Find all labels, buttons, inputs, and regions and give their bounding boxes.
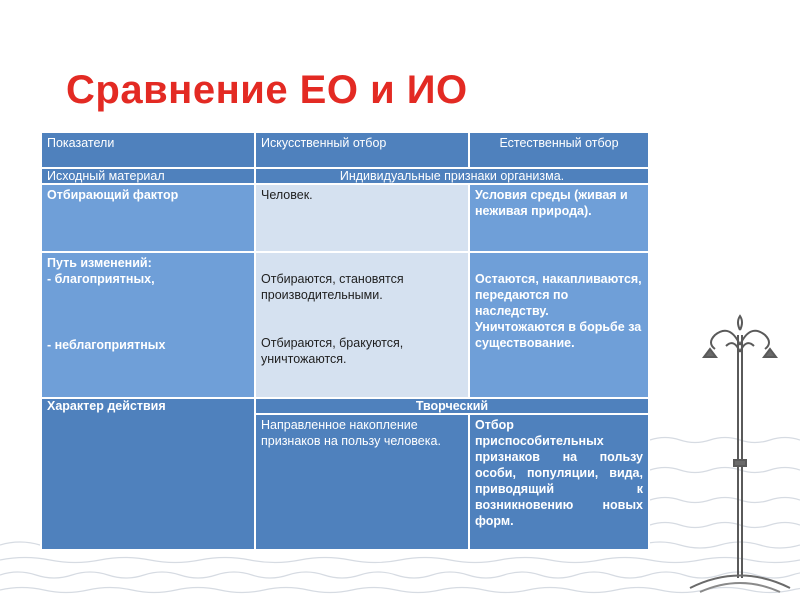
favorable-label: - благоприятных, — [47, 272, 155, 286]
street-lamp-icon — [690, 316, 790, 592]
artificial-unfavorable-text: Отбираются, бракуются, уничтожаются. — [261, 336, 404, 366]
table-header-row — [41, 132, 649, 168]
spacer — [261, 303, 463, 335]
cell-selecting-factor-natural: Условия среды (живая и неживая природа). — [469, 184, 649, 252]
spacer — [47, 287, 249, 337]
artificial-favorable-text: Отбираются, становятся производительными. — [261, 272, 404, 302]
cell-path-natural — [469, 252, 649, 398]
spacer — [475, 255, 643, 271]
spacer — [261, 255, 463, 271]
natural-unfavorable-text: Уничтожаются в борьбе за существование. — [475, 320, 642, 350]
path-label: Путь изменений: — [47, 256, 152, 270]
cell-path-artificial — [255, 252, 469, 398]
table-row — [41, 168, 649, 184]
cell-action-character-natural: Отбор приспособительных признаков на пользу особи, популяции, вида, приводящий к возникновению новых форм. — [469, 414, 649, 550]
header-cell-indicators: Показатели — [41, 132, 255, 168]
cell-selecting-factor-artificial: Человек. — [255, 184, 469, 252]
table-row — [41, 184, 649, 252]
cell-source-material-value: Индивидуальные признаки организма. — [255, 168, 649, 184]
header-cell-natural: Естественный отбор — [469, 132, 649, 168]
unfavorable-label: - неблагоприятных — [47, 338, 166, 352]
page-title: Сравнение ЕО и ИО — [66, 68, 468, 112]
table-row — [41, 252, 649, 398]
row-label-action-character: Характер действия — [41, 398, 255, 550]
table-row — [41, 398, 649, 414]
cell-action-character-artificial: Направленное накопление признаков на пользу человека. — [255, 414, 469, 550]
row-label-path-of-changes — [41, 252, 255, 398]
natural-favorable-text: Остаются, накапливаются, передаются по наследству. — [475, 272, 642, 318]
header-cell-artificial: Искусственный отбор — [255, 132, 469, 168]
row-label-source-material: Исходный материал — [41, 168, 255, 184]
row-label-selecting-factor: Отбирающий фактор — [41, 184, 255, 252]
cell-action-character-shared: Творческий — [255, 398, 649, 414]
comparison-table — [40, 131, 650, 551]
